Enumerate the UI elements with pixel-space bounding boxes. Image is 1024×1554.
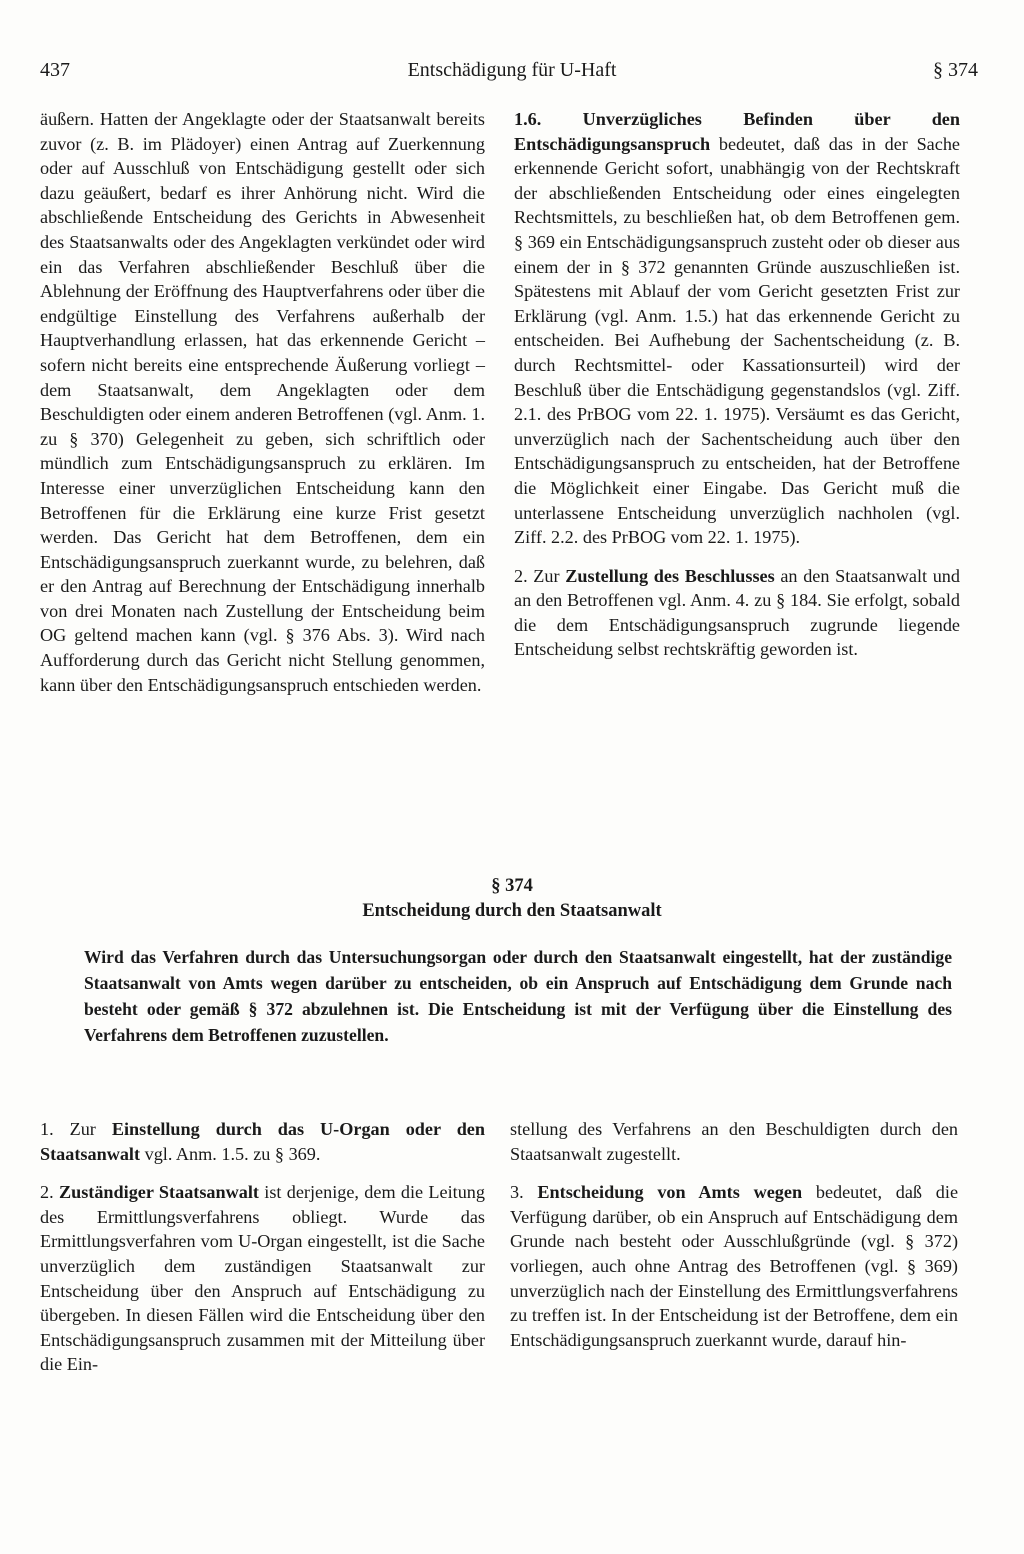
- upper-right-column: [514, 107, 960, 662]
- statute-text: Wird das Verfahren durch das Untersuchungsorgan oder durch den Staatsanwalt eingestellt, hat der zuständige Staatsanwalt von Amts wegen darüber zu entscheiden, ob ein Anspruch auf Entschädigung dem Grunde nach besteht oder gemäß § 372 abzulehnen ist. Die Entscheidung ist mit der Verfügung über die Einstellung des Verfahrens dem Betroffenen zuzustellen.: [84, 947, 952, 1045]
- commentary-paragraph-continued: stellung des Verfahrens an den Beschuldigten durch den Staatsanwalt zugestellt.: [510, 1119, 958, 1164]
- paragraph-text: bedeutet, daß das in der Sache erkennende Gericht sofort, unabhängig von der Rechtskraft der abschließenden Entscheidung oder eines eingelegten Rechtsmittels, zu beschließen hat, ob dem Betroffenen gem. § 369 ein Entschädigungsanspruch zusteht oder ob dieser aus einem der in § 372 genannten Gründe auszuschließen ist. Spätestens mit Ablauf der vom Gericht gesetzten Frist zur Erklärung (vgl. Anm. 1.5.) hat das erkennende Gericht zu entscheiden. Bei Aufhebung der Sachentscheidung (z. B. durch Rechtsmittel- oder Kassationsurteil) wird der Beschluß über die Entschädigung gegenstandslos (vgl. Ziff. 2.1. des PrBOG vom 22. 1. 1975). Versäumt es das Gericht, unverzüglich nach der Sachentscheidung auch über den Entschädigungsanspruch zu entscheiden, hat der Betroffene die Möglichkeit einer Eingabe. Das Gericht muß die unterlassene Entscheidung unverzüglich nachholen (vgl. Ziff. 2.2. des PrBOG vom 22. 1. 1975).: [514, 133, 960, 548]
- commentary-paragraph-2: [514, 564, 960, 662]
- commentary-paragraph-1: [40, 1117, 485, 1166]
- paragraph-text: ist derjenige, dem die Leitung des Ermittlungsverfahrens obliegt. Wurde das Ermittlungsverfahren vom U-Organ eingestellt, ist die Sache unverzüglich dem zuständigen Staatsanwalt zur Entscheidung über den Anspruch auf Entschädigung zu übergeben. In diesen Fällen wird die Entscheidung über den Entschädigungsanspruch zusammen mit der Mitteilung über die Ein-: [40, 1182, 485, 1375]
- paragraph-heading: Zustellung des Beschlusses: [565, 565, 775, 586]
- paragraph-heading: Einstellung durch das U-Organ oder den Staatsanwalt: [40, 1119, 485, 1164]
- running-header-section: § 374: [933, 59, 978, 81]
- lower-left-column: [40, 1117, 485, 1377]
- lower-right-column: [510, 1117, 958, 1352]
- page-number: 437: [40, 59, 70, 81]
- paragraph-text: bedeutet, daß die Verfügung darüber, ob ein Anspruch auf Entschädigung dem Grunde nach besteht oder Ausschlußgründe (vgl. § 372) vorliegen, auch ohne Antrag des Betroffenen (vgl. § 369) unverzüglich nach der Einstellung des Ermittlungsverfahrens zu treffen ist. In der Entscheidung ist der Betroffene, dem ein Entschädigungsanspruch zuerkannt wurde, darauf hin-: [510, 1182, 959, 1350]
- running-header-title: Entschädigung für U-Haft: [407, 59, 617, 81]
- paragraph-number: 2.: [40, 1182, 59, 1203]
- paragraph-number: 1. Zur: [40, 1119, 112, 1139]
- commentary-paragraph-3: [510, 1180, 958, 1352]
- section-title: Entscheidung durch den Staatsanwalt: [362, 901, 662, 921]
- paragraph-text: an den Staatsanwalt und an den Betroffenen vgl. Anm. 4. zu § 184. Sie erfolgt, sobald die dem Entschädigungsanspruch zugrunde liegende Entscheidung selbst rechtskräftig geworden ist.: [514, 565, 960, 660]
- paragraph-number: 2. Zur: [514, 565, 566, 586]
- paragraph-heading: Zuständiger Staatsanwalt: [58, 1182, 259, 1203]
- commentary-paragraph: äußern. Hatten der Angeklagte oder der Staatsanwalt bereits zuvor (z. B. im Plädoyer) einen Antrag auf Zuerkennung oder auf Ausschluß von Entschädigung gestellt oder sich dazu geäußert, bedarf es ihrer Anhörung nicht. Wird die abschließende Entscheidung des Gerichts in Abwesenheit des Staatsanwalts oder des Angeklagten verkündet oder wird ein das Verfahren abschließender Beschluß über die Ablehnung der Eröffnung des Hauptverfahrens oder über die endgültige Einstellung des Verfahrens außerhalb der Hauptverhandlung erlassen, hat das erkennende Gericht – sofern nicht bereits eine entsprechende Äußerung vorliegt – dem Staatsanwalt, dem Angeklagten oder dem Beschuldigten oder einem anderen Betroffenen (vgl. Anm. 1. zu § 370) Gelegenheit zu geben, sich schriftlich oder mündlich zum Entschädigungsanspruch zu erklären. Im Interesse einer unverzüglichen Entscheidung kann den Betroffenen für die Erklärung eine kurze Frist gesetzt werden. Das Gericht hat dem Betroffenen, dem ein Entschädigungsanspruch zuerkannt wurde, zu belehren, daß er den Antrag auf Berechnung der Entschädigung innerhalb von drei Monaten nach Zustellung der Entscheidung beim OG geltend machen kann (vgl. § 376 Abs. 3). Wird nach Aufforderung durch das Gericht nicht Stellung genommen, kann über den Entschädigungsanspruch entschieden werden.: [40, 109, 485, 695]
- paragraph-text: vgl. Anm. 1.5. zu § 369.: [140, 1143, 321, 1164]
- commentary-paragraph-2: [40, 1180, 485, 1377]
- paragraph-heading: 1.6. Unverzügliches Befinden über den Entschädigungsanspruch: [514, 109, 960, 154]
- paragraph-number: 3.: [510, 1182, 538, 1203]
- upper-left-column: [40, 107, 485, 697]
- section-number: § 374: [491, 876, 533, 896]
- commentary-paragraph-1-6: [514, 107, 960, 550]
- paragraph-heading: Entscheidung von Amts wegen: [537, 1182, 803, 1203]
